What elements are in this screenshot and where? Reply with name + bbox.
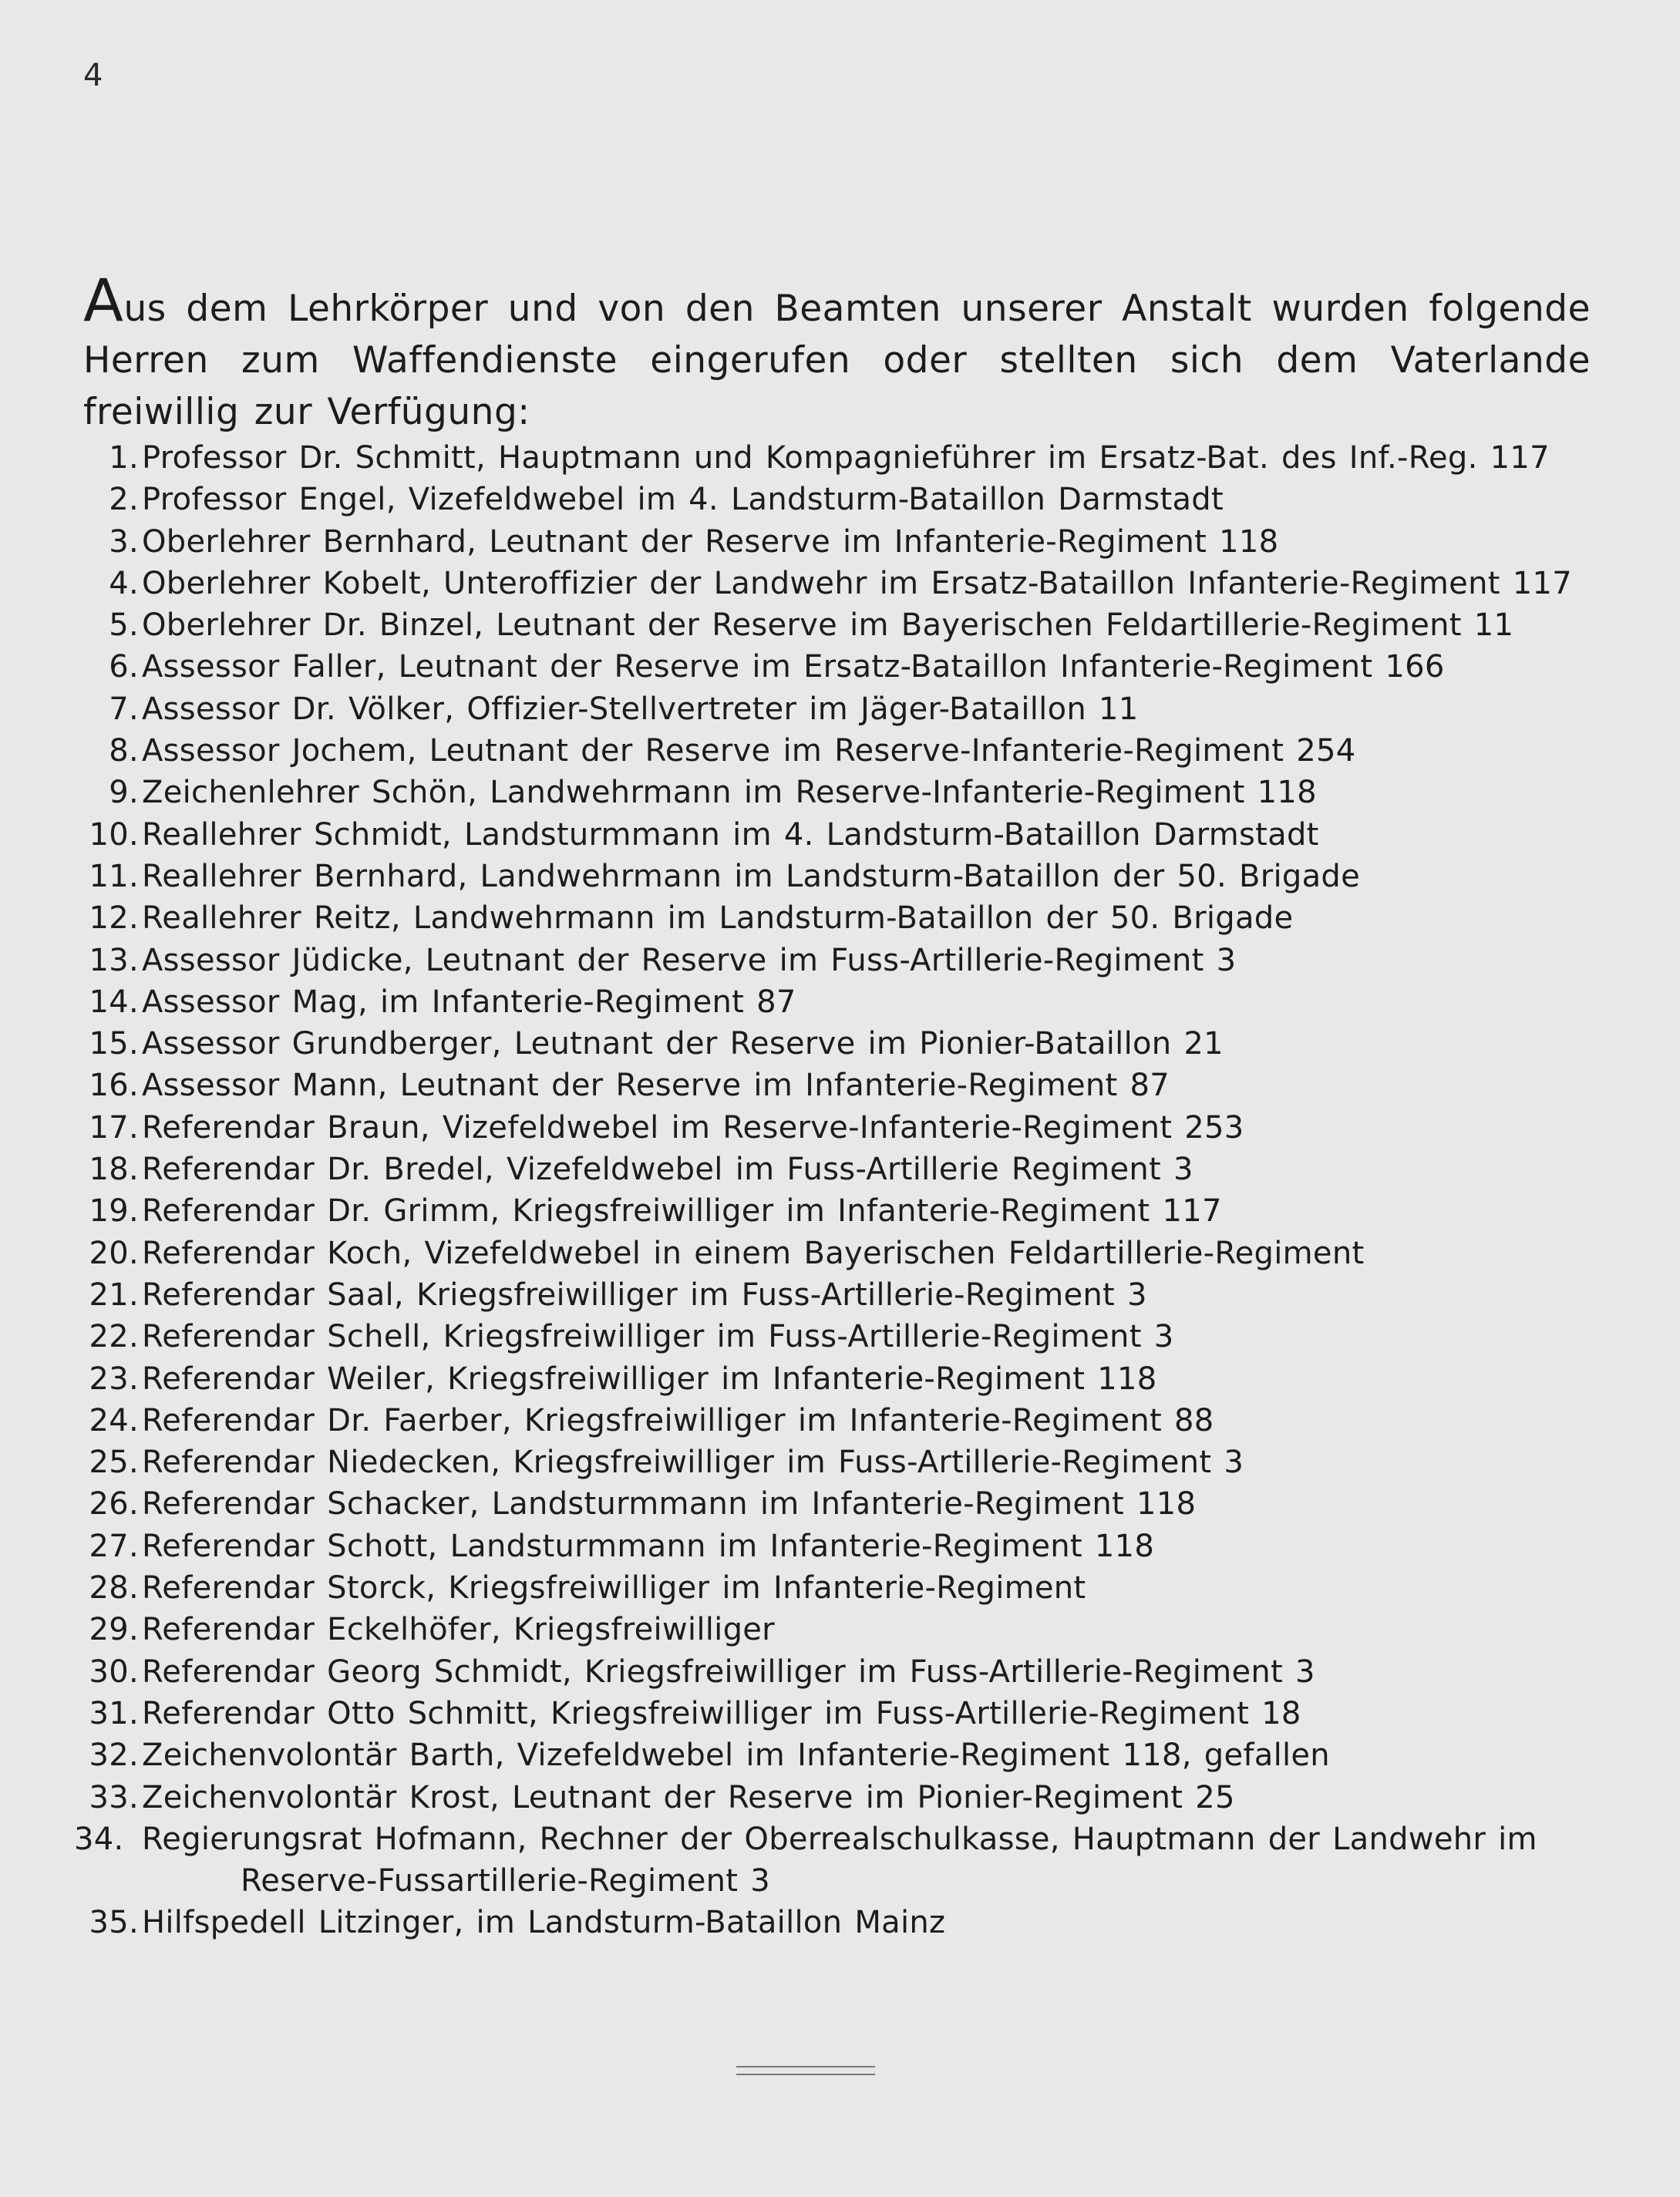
list-item-text: Regierungsrat Hofmann, Rechner der Oberrealschulkasse, Hauptmann der Landwehr im bbox=[142, 1821, 1537, 1857]
list-item bbox=[74, 1274, 1601, 1316]
list-item-number: 17. bbox=[89, 1109, 139, 1146]
list-item-text: Zeichenvolontär Barth, Vizefeldwebel im Infanterie-Regiment 118, gefallen bbox=[142, 1738, 1330, 1774]
list-item bbox=[74, 1651, 1601, 1693]
list-item-text: Assessor Dr. Völker, Offizier-Stellvertreter im Jäger-Bataillon 11 bbox=[142, 691, 1139, 727]
list-item-number: 7. bbox=[109, 691, 139, 727]
list-item-number: 10. bbox=[89, 816, 139, 853]
list-item bbox=[74, 521, 1601, 563]
list-item-text: Assessor Grundberger, Leutnant der Reserve im Pionier-Bataillon 21 bbox=[142, 1026, 1224, 1062]
list-item bbox=[74, 1526, 1601, 1567]
list-item-number: 16. bbox=[89, 1068, 139, 1104]
list-item-number: 2. bbox=[109, 482, 139, 518]
list-item-number: 9. bbox=[109, 775, 139, 811]
list-item-number: 19. bbox=[89, 1193, 139, 1230]
list-item-text: Assessor Jüdicke, Leutnant der Reserve im Fuss-Artillerie-Regiment 3 bbox=[142, 942, 1237, 978]
list-item bbox=[74, 1902, 1601, 1943]
list-item-number: 11. bbox=[89, 858, 139, 894]
list-item-number: 5. bbox=[109, 607, 139, 644]
list-item-text: Assessor Mann, Leutnant der Reserve im Infanterie-Regiment 87 bbox=[142, 1068, 1170, 1104]
list-item-text: Oberlehrer Kobelt, Unteroffizier der Landwehr im Ersatz-Bataillon Infanterie-Regiment 117 bbox=[142, 565, 1572, 601]
closing-rule bbox=[736, 2074, 875, 2075]
intro-text: us dem Lehrkörper und von den Beamten unserer Anstalt wurden folgende Herren zum Waffendienste eingerufen oder stellten sich dem Vaterlande freiwillig zur Verfügung: bbox=[83, 288, 1591, 433]
list-item-number: 28. bbox=[89, 1570, 139, 1607]
list-item bbox=[74, 1065, 1601, 1106]
list-item bbox=[74, 1777, 1601, 1818]
list-item-text: Hilfspedell Litzinger, im Landsturm-Bataillon Mainz bbox=[142, 1905, 946, 1941]
list-item-text: Referendar Eckelhöfer, Kriegsfreiwilliger bbox=[142, 1612, 775, 1648]
list-item bbox=[74, 1107, 1601, 1149]
list-item-text: Referendar Dr. Bredel, Vizefeldwebel im Fuss-Artillerie Regiment 3 bbox=[142, 1152, 1194, 1188]
list-item-number: 12. bbox=[89, 900, 139, 937]
list-item-text: Reallehrer Schmidt, Landsturmmann im 4. Landsturm-Bataillon Darmstadt bbox=[142, 816, 1319, 853]
list-item bbox=[74, 1567, 1601, 1609]
list-item-text: Oberlehrer Dr. Binzel, Leutnant der Reserve im Bayerischen Feldartillerie-Regiment 11 bbox=[142, 607, 1514, 644]
list-item-number: 32. bbox=[89, 1738, 139, 1774]
list-item-number: 25. bbox=[89, 1445, 139, 1481]
list-item bbox=[74, 772, 1601, 813]
list-item-number: 22. bbox=[89, 1319, 139, 1355]
intro-initial: A bbox=[83, 266, 124, 335]
list-item-number: 34. bbox=[74, 1821, 124, 1857]
list-item bbox=[74, 1734, 1601, 1776]
list-item-number: 20. bbox=[89, 1235, 139, 1271]
list-item bbox=[74, 1316, 1601, 1358]
list-item bbox=[74, 1190, 1601, 1232]
list-item-text: Assessor Jochem, Leutnant der Reserve im Reserve-Infanterie-Regiment 254 bbox=[142, 733, 1356, 769]
list-item-number: 33. bbox=[89, 1779, 139, 1815]
list-item-number: 23. bbox=[89, 1361, 139, 1397]
list-item bbox=[74, 1233, 1601, 1274]
list-item-number: 21. bbox=[89, 1277, 139, 1313]
list-item-text: Professor Engel, Vizefeldwebel im 4. Landsturm-Bataillon Darmstadt bbox=[142, 482, 1224, 518]
list-item-text: Zeichenlehrer Schön, Landwehrmann im Reserve-Infanterie-Regiment 118 bbox=[142, 775, 1317, 811]
list-item-number: 6. bbox=[109, 649, 139, 685]
list-item bbox=[74, 1400, 1601, 1442]
list-item bbox=[74, 897, 1601, 939]
list-item-number: 4. bbox=[109, 565, 139, 601]
list-item bbox=[74, 814, 1601, 856]
list-item-text: Referendar Dr. Faerber, Kriegsfreiwilliger im Infanterie-Regiment 88 bbox=[142, 1402, 1214, 1438]
list-item-text: Referendar Saal, Kriegsfreiwilliger im Fuss-Artillerie-Regiment 3 bbox=[142, 1277, 1147, 1313]
intro-paragraph bbox=[83, 266, 1591, 438]
list-item-text: Professor Dr. Schmitt, Hauptmann und Kompagnieführer im Ersatz-Bat. des Inf.-Reg. 117 bbox=[142, 440, 1550, 476]
list-item-text: Assessor Mag, im Infanterie-Regiment 87 bbox=[142, 984, 796, 1020]
list-item bbox=[74, 1483, 1601, 1525]
page-number: 4 bbox=[83, 58, 103, 93]
list-item-text: Zeichenvolontär Krost, Leutnant der Reserve im Pionier-Regiment 25 bbox=[142, 1779, 1235, 1815]
list-item-text: Referendar Georg Schmidt, Kriegsfreiwilliger im Fuss-Artillerie-Regiment 3 bbox=[142, 1654, 1315, 1690]
list-item-text: Referendar Dr. Grimm, Kriegsfreiwilliger im Infanterie-Regiment 117 bbox=[142, 1193, 1222, 1230]
list-item bbox=[74, 1149, 1601, 1190]
list-item-text: Referendar Niedecken, Kriegsfreiwilliger im Fuss-Artillerie-Regiment 3 bbox=[142, 1445, 1244, 1481]
list-item bbox=[74, 646, 1601, 688]
list-item bbox=[74, 604, 1601, 646]
list-item-text: Assessor Faller, Leutnant der Reserve im Ersatz-Bataillon Infanterie-Regiment 166 bbox=[142, 649, 1445, 685]
list-item-text: Referendar Braun, Vizefeldwebel im Reserve-Infanterie-Regiment 253 bbox=[142, 1109, 1244, 1146]
list-item-number: 1. bbox=[109, 440, 139, 476]
list-item bbox=[74, 1358, 1601, 1400]
list-item-continuation: Reserve-Fussartillerie-Regiment 3 bbox=[241, 1863, 771, 1899]
list-item bbox=[74, 940, 1601, 981]
list-item bbox=[74, 1442, 1601, 1483]
list-item-text: Referendar Koch, Vizefeldwebel in einem Bayerischen Feldartillerie-Regiment bbox=[142, 1235, 1365, 1271]
list-item-text: Referendar Schell, Kriegsfreiwilliger im Fuss-Artillerie-Regiment 3 bbox=[142, 1319, 1174, 1355]
list-item-text: Oberlehrer Bernhard, Leutnant der Reserve im Infanterie-Regiment 118 bbox=[142, 523, 1279, 560]
list-item-text: Referendar Otto Schmitt, Kriegsfreiwilliger im Fuss-Artillerie-Regiment 18 bbox=[142, 1695, 1301, 1731]
list-item-number: 29. bbox=[89, 1612, 139, 1648]
list-item-number: 27. bbox=[89, 1528, 139, 1564]
list-item-number: 8. bbox=[109, 733, 139, 769]
list-item-number: 30. bbox=[89, 1654, 139, 1690]
list-item-text: Referendar Weiler, Kriegsfreiwilliger im Infanterie-Regiment 118 bbox=[142, 1361, 1157, 1397]
list-item-text: Referendar Storck, Kriegsfreiwilliger im Infanterie-Regiment bbox=[142, 1570, 1086, 1607]
list-item bbox=[74, 1693, 1601, 1734]
list-item-number: 14. bbox=[89, 984, 139, 1020]
list-item-text: Referendar Schott, Landsturmmann im Infanterie-Regiment 118 bbox=[142, 1528, 1155, 1564]
service-list bbox=[74, 437, 1601, 1944]
list-item bbox=[74, 730, 1601, 772]
list-item-number: 13. bbox=[89, 942, 139, 978]
list-item-number: 3. bbox=[109, 523, 139, 560]
list-item-number: 24. bbox=[89, 1402, 139, 1438]
list-item bbox=[74, 856, 1601, 897]
list-item bbox=[74, 563, 1601, 604]
list-item bbox=[74, 688, 1601, 730]
list-item bbox=[74, 1023, 1601, 1065]
list-item-number: 15. bbox=[89, 1026, 139, 1062]
list-item bbox=[74, 437, 1601, 479]
list-item bbox=[74, 1818, 1601, 1903]
list-item-text: Reallehrer Reitz, Landwehrmann im Landsturm-Bataillon der 50. Brigade bbox=[142, 900, 1294, 937]
list-item bbox=[74, 479, 1601, 520]
list-item-number: 18. bbox=[89, 1152, 139, 1188]
list-item bbox=[74, 981, 1601, 1023]
list-item-number: 31. bbox=[89, 1695, 139, 1731]
list-item-text: Referendar Schacker, Landsturmmann im Infanterie-Regiment 118 bbox=[142, 1486, 1197, 1522]
closing-rule bbox=[736, 2066, 875, 2067]
list-item-text: Reallehrer Bernhard, Landwehrmann im Landsturm-Bataillon der 50. Brigade bbox=[142, 858, 1361, 894]
list-item bbox=[74, 1609, 1601, 1650]
list-item-number: 35. bbox=[89, 1905, 139, 1941]
list-item-number: 26. bbox=[89, 1486, 139, 1522]
